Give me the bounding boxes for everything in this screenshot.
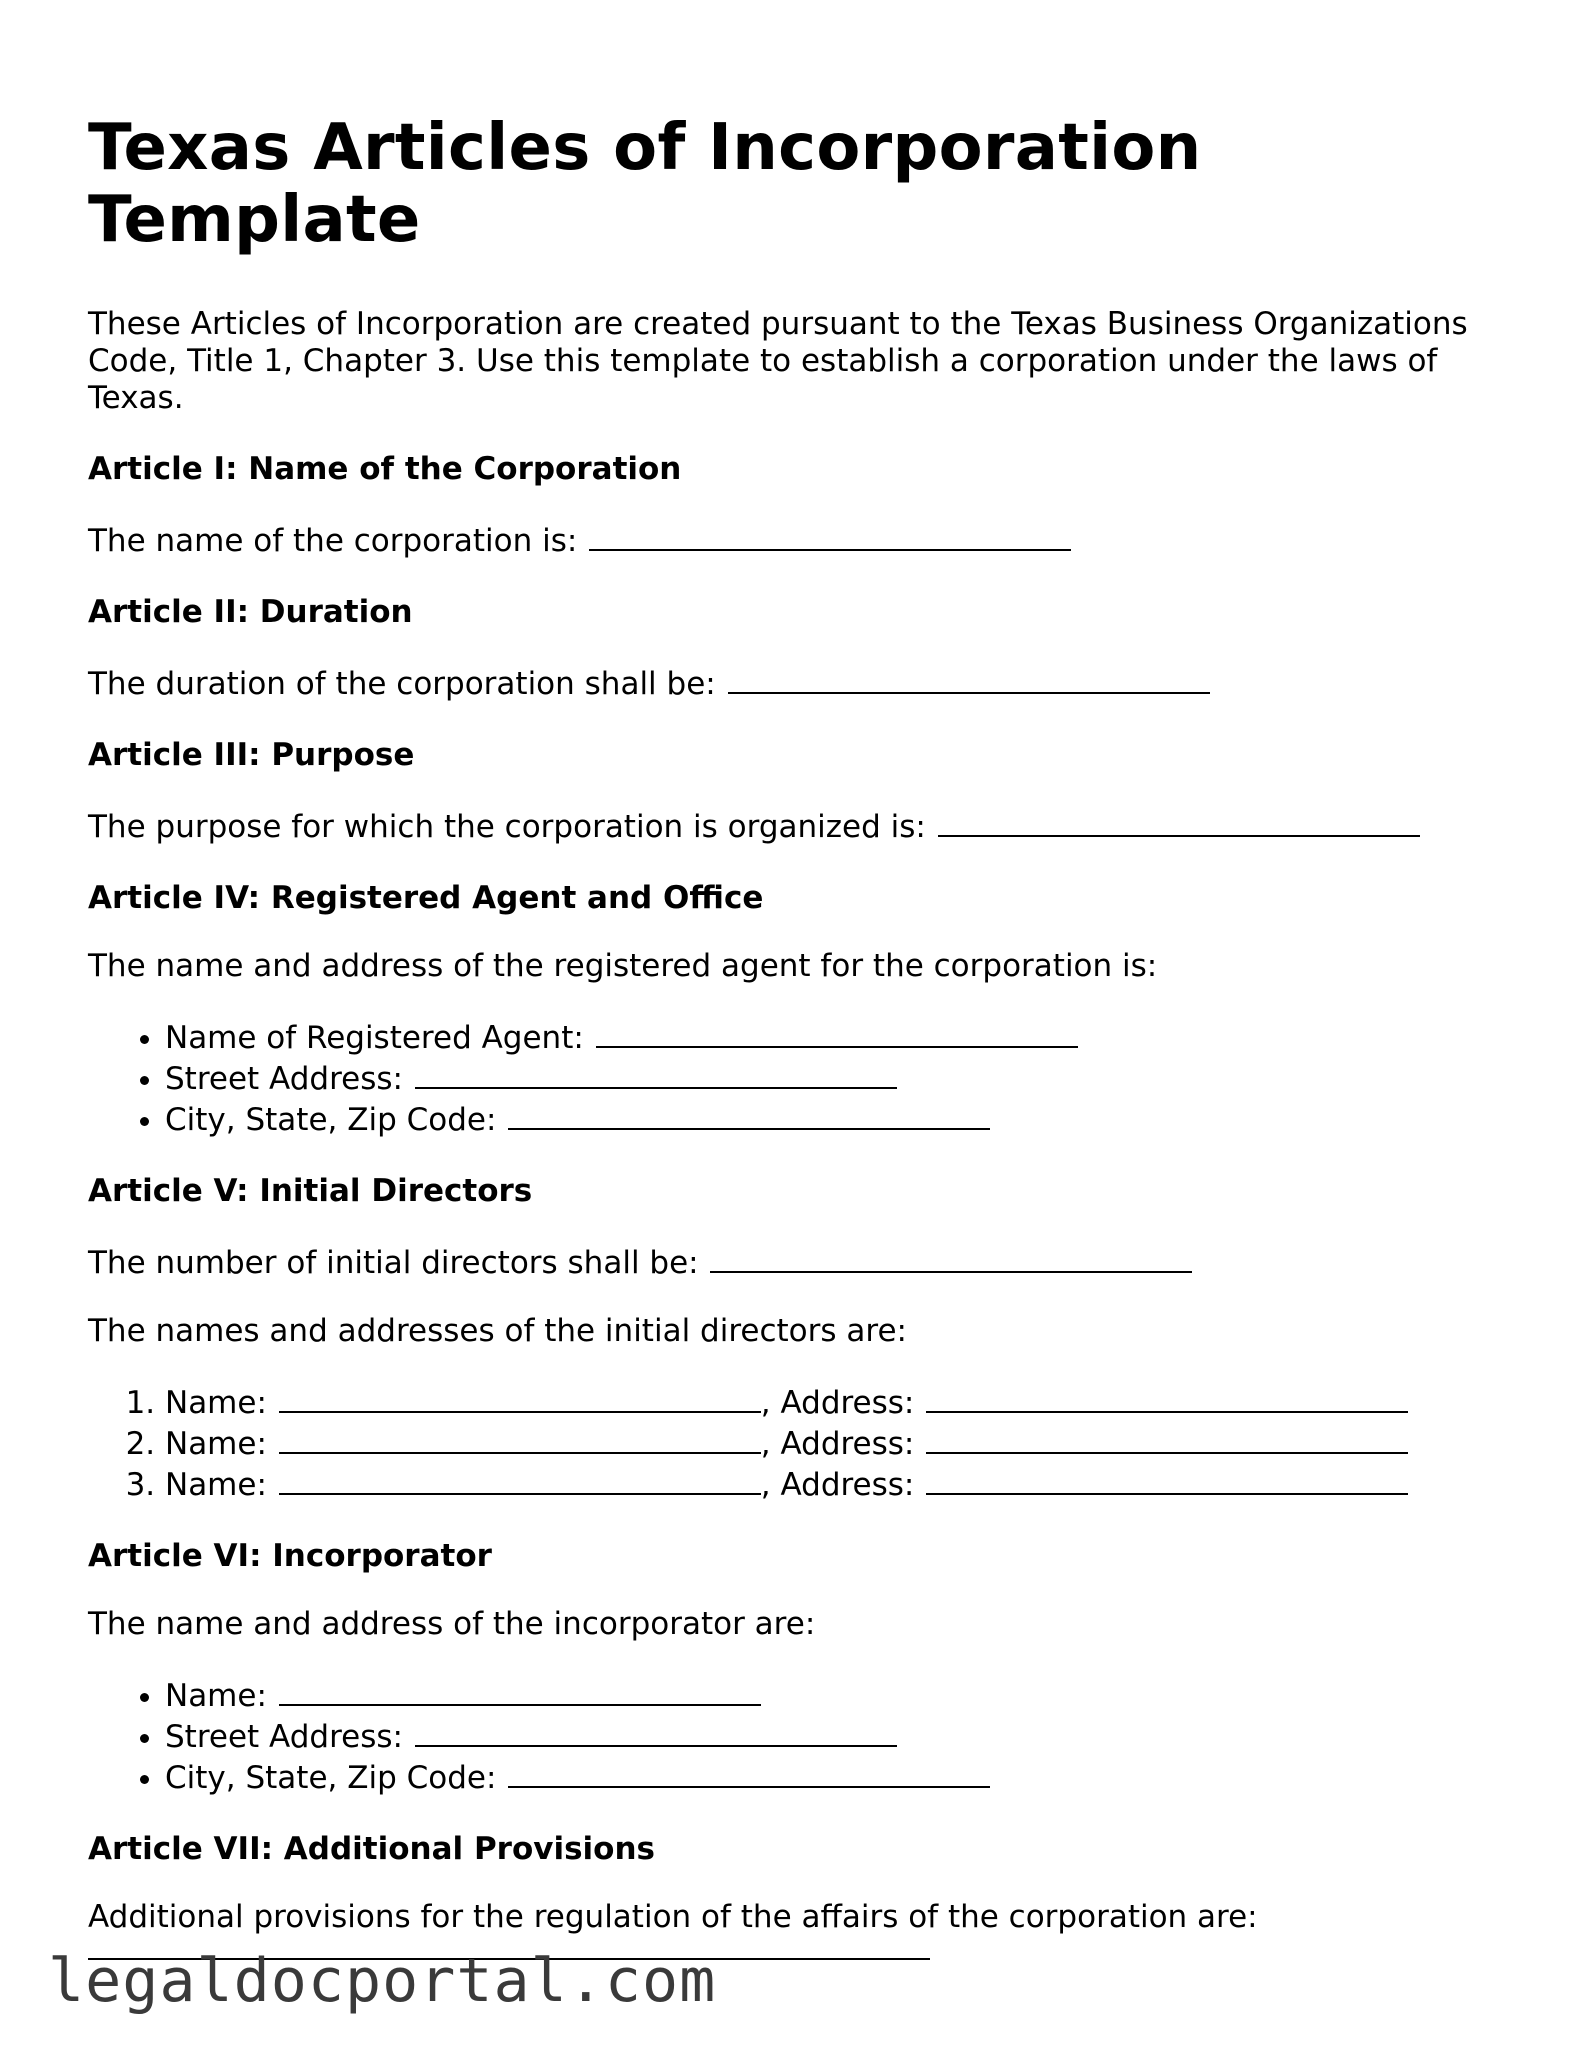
director-3-name-blank[interactable] [279,1463,761,1495]
article-3-heading: Article III: Purpose [88,737,415,773]
list-item [165,1381,1508,1422]
director-3-address-blank[interactable] [926,1463,1408,1495]
article-2-heading: Article II: Duration [88,594,413,630]
article-3-text [88,805,1508,846]
street-address-blank[interactable] [415,1057,897,1089]
city-state-zip-label: City, State, Zip Code: [165,1102,497,1138]
article-6-text: The name and address of the incorporator are: [88,1606,816,1642]
directors-list [88,1381,1508,1504]
list-item [165,1674,1508,1715]
incorporator-street-blank[interactable] [415,1715,897,1747]
document-title: Texas Articles of Incorporation Template [88,111,1202,257]
registered-agent-list [88,1016,1508,1139]
director-name-label: Name: [165,1385,267,1421]
incorporator-name-blank[interactable] [279,1674,761,1706]
article-2-text [88,662,1508,703]
registered-agent-name-blank[interactable] [596,1016,1078,1048]
city-state-zip-blank[interactable] [508,1098,990,1130]
incorporator-street-label: Street Address: [165,1719,403,1755]
article-7-heading: Article VII: Additional Provisions [88,1831,655,1867]
list-item [165,1422,1508,1463]
director-name-label: Name: [165,1426,267,1462]
registered-agent-name-label: Name of Registered Agent: [165,1020,584,1056]
intro-paragraph: These Articles of Incorporation are created pursuant to the Texas Business Organizations Code, Title 1, Chapter 3. Use this template to establish a corporation under the laws of Texas. [88,306,1468,416]
incorporator-city-label: City, State, Zip Code: [165,1760,497,1796]
incorporator-city-blank[interactable] [508,1756,990,1788]
article-5-text [88,1241,1508,1282]
article-4-heading: Article IV: Registered Agent and Office [88,880,764,916]
duration-blank[interactable] [728,662,1210,694]
document-page [88,112,1508,1960]
director-2-address-blank[interactable] [926,1422,1408,1454]
article-1-heading: Article I: Name of the Corporation [88,451,682,487]
director-1-address-blank[interactable] [926,1381,1408,1413]
purpose-blank[interactable] [938,805,1420,837]
article-1-text [88,519,1508,560]
list-item [165,1756,1508,1797]
article-1-label: The name of the corporation is: [88,523,578,559]
list-item [165,1057,1508,1098]
director-2-name-blank[interactable] [279,1422,761,1454]
article-7-text: Additional provisions for the regulation of the affairs of the corporation are: [88,1899,1258,1935]
article-3-label: The purpose for which the corporation is organized is: [88,809,926,845]
article-4-text: The name and address of the registered agent for the corporation is: [88,948,1158,984]
article-5-label: The number of initial directors shall be: [88,1245,699,1281]
article-2-label: The duration of the corporation shall be: [88,666,716,702]
corporation-name-blank[interactable] [589,519,1071,551]
watermark: legaldocportal.com [48,1946,717,2016]
street-address-label: Street Address: [165,1061,403,1097]
director-address-label: , Address: [760,1467,915,1503]
incorporator-name-label: Name: [165,1678,267,1714]
list-item [165,1715,1508,1756]
director-address-label: , Address: [760,1426,915,1462]
director-count-blank[interactable] [710,1241,1192,1273]
article-5-heading: Article V: Initial Directors [88,1173,533,1209]
article-5-text-2: The names and addresses of the initial directors are: [88,1313,907,1349]
director-address-label: , Address: [760,1385,915,1421]
list-item [165,1098,1508,1139]
incorporator-list [88,1674,1508,1797]
list-item [165,1016,1508,1057]
list-item [165,1463,1508,1504]
director-name-label: Name: [165,1467,267,1503]
director-1-name-blank[interactable] [279,1381,761,1413]
article-6-heading: Article VI: Incorporator [88,1538,492,1574]
